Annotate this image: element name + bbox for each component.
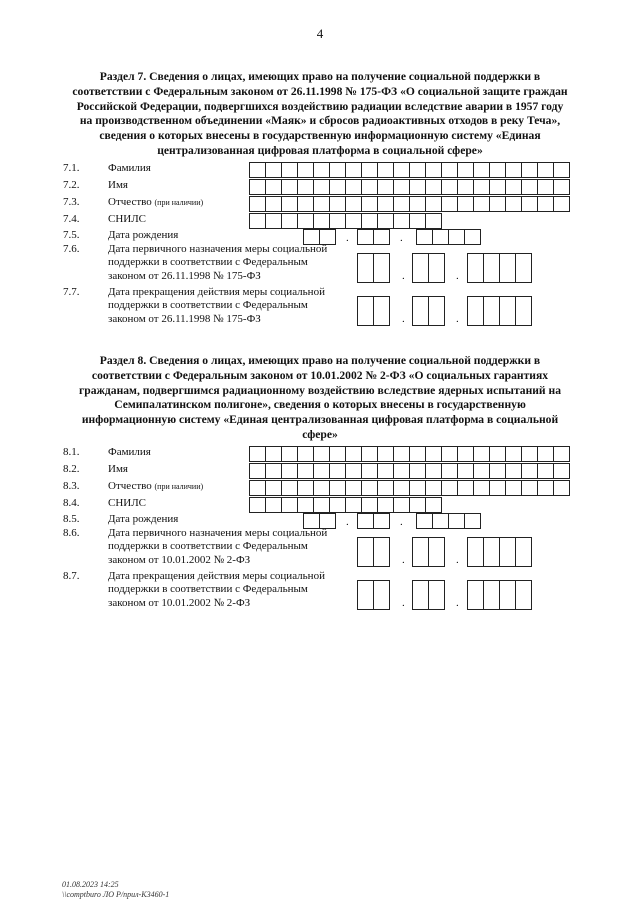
char-box[interactable] (373, 537, 390, 567)
char-box[interactable] (489, 196, 506, 212)
char-box[interactable] (428, 537, 445, 567)
char-box[interactable] (515, 580, 532, 610)
char-box[interactable] (457, 179, 474, 195)
char-box[interactable] (499, 580, 516, 610)
char-box[interactable] (373, 253, 390, 283)
char-box[interactable] (393, 213, 410, 229)
field-label: Фамилия (108, 446, 151, 458)
field-label: Дата рождения (108, 229, 179, 241)
char-box[interactable] (515, 253, 532, 283)
char-box[interactable] (425, 196, 442, 212)
surname-boxes[interactable] (250, 446, 570, 462)
char-box[interactable] (357, 253, 374, 283)
assign-year-boxes[interactable] (468, 253, 532, 283)
char-box[interactable] (377, 213, 394, 229)
char-box[interactable] (425, 463, 442, 479)
char-box[interactable] (329, 497, 346, 513)
char-box[interactable] (297, 497, 314, 513)
char-box[interactable] (473, 446, 490, 462)
assign-year-boxes[interactable] (468, 537, 532, 567)
char-box[interactable] (467, 296, 484, 326)
field-number: 8.5. (63, 513, 80, 525)
char-box[interactable] (345, 213, 362, 229)
char-box[interactable] (409, 162, 426, 178)
char-box[interactable] (329, 213, 346, 229)
field-number: 8.2. (63, 463, 80, 475)
char-box[interactable] (489, 162, 506, 178)
char-box[interactable] (412, 537, 429, 567)
char-box[interactable] (521, 179, 538, 195)
char-box[interactable] (515, 296, 532, 326)
date-separator: . (402, 554, 405, 566)
char-box[interactable] (409, 196, 426, 212)
char-box[interactable] (521, 480, 538, 496)
assign-day-boxes[interactable] (358, 253, 390, 283)
char-box[interactable] (377, 179, 394, 195)
char-box[interactable] (373, 513, 390, 529)
char-box[interactable] (329, 480, 346, 496)
char-box[interactable] (313, 162, 330, 178)
char-box[interactable] (489, 463, 506, 479)
char-box[interactable] (377, 446, 394, 462)
char-box[interactable] (473, 480, 490, 496)
char-box[interactable] (377, 162, 394, 178)
char-box[interactable] (297, 213, 314, 229)
patronymic-boxes[interactable] (250, 480, 570, 496)
char-box[interactable] (467, 253, 484, 283)
char-box[interactable] (361, 162, 378, 178)
char-box[interactable] (425, 480, 442, 496)
char-box[interactable] (377, 196, 394, 212)
char-box[interactable] (505, 179, 522, 195)
birth-month-boxes[interactable] (358, 513, 390, 529)
char-box[interactable] (521, 446, 538, 462)
field-label: СНИЛС (108, 213, 147, 225)
char-box[interactable] (473, 162, 490, 178)
field-label: Имя (108, 179, 128, 191)
char-box[interactable] (432, 229, 449, 245)
date-separator: . (346, 516, 349, 528)
char-box[interactable] (249, 497, 266, 513)
char-box[interactable] (457, 196, 474, 212)
char-box[interactable] (505, 463, 522, 479)
char-box[interactable] (281, 162, 298, 178)
field-label: Дата прекращения действия меры социальной поддержки в соответствии с Федеральным законом от 10.01.2002 № 2-ФЗ (108, 570, 325, 609)
char-box[interactable] (521, 162, 538, 178)
char-box[interactable] (409, 497, 426, 513)
char-box[interactable] (393, 196, 410, 212)
date-separator: . (400, 232, 403, 244)
field-number: 7.6. (63, 243, 80, 255)
char-box[interactable] (265, 213, 282, 229)
char-box[interactable] (537, 446, 554, 462)
char-box[interactable] (357, 296, 374, 326)
char-box[interactable] (553, 179, 570, 195)
char-box[interactable] (281, 463, 298, 479)
char-box[interactable] (521, 463, 538, 479)
char-box[interactable] (281, 179, 298, 195)
char-box[interactable] (265, 179, 282, 195)
assign-day-boxes[interactable] (358, 537, 390, 567)
char-box[interactable] (265, 497, 282, 513)
char-box[interactable] (441, 179, 458, 195)
char-box[interactable] (457, 463, 474, 479)
char-box[interactable] (457, 446, 474, 462)
char-box[interactable] (489, 446, 506, 462)
char-box[interactable] (425, 497, 442, 513)
char-box[interactable] (393, 446, 410, 462)
field-number: 8.1. (63, 446, 80, 458)
char-box[interactable] (249, 480, 266, 496)
char-box[interactable] (428, 296, 445, 326)
char-box[interactable] (361, 196, 378, 212)
assign-month-boxes[interactable] (413, 537, 445, 567)
footer-path: \\comptburo ЛО Р/прил-К3460-1 (62, 890, 170, 899)
char-box[interactable] (357, 513, 374, 529)
char-box[interactable] (345, 497, 362, 513)
char-box[interactable] (553, 463, 570, 479)
char-box[interactable] (373, 296, 390, 326)
field-number: 7.1. (63, 162, 80, 174)
char-box[interactable] (249, 179, 266, 195)
date-separator: . (456, 270, 459, 282)
char-box[interactable] (483, 537, 500, 567)
char-box[interactable] (357, 537, 374, 567)
char-box[interactable] (357, 580, 374, 610)
char-box[interactable] (473, 196, 490, 212)
char-box[interactable] (499, 253, 516, 283)
snils-boxes[interactable] (250, 213, 442, 229)
char-box[interactable] (412, 296, 429, 326)
char-box[interactable] (409, 463, 426, 479)
char-box[interactable] (313, 446, 330, 462)
page-number: 4 (316, 26, 324, 41)
field-number: 7.4. (63, 213, 80, 225)
char-box[interactable] (297, 162, 314, 178)
char-box[interactable] (265, 480, 282, 496)
char-box[interactable] (281, 196, 298, 212)
char-box[interactable] (489, 179, 506, 195)
char-box[interactable] (489, 480, 506, 496)
char-box[interactable] (409, 446, 426, 462)
char-box[interactable] (464, 513, 481, 529)
char-box[interactable] (505, 196, 522, 212)
field-number: 8.4. (63, 497, 80, 509)
char-box[interactable] (249, 162, 266, 178)
char-box[interactable] (464, 229, 481, 245)
char-box[interactable] (441, 196, 458, 212)
char-box[interactable] (393, 480, 410, 496)
char-box[interactable] (515, 537, 532, 567)
char-box[interactable] (373, 229, 390, 245)
date-separator: . (456, 597, 459, 609)
char-box[interactable] (361, 463, 378, 479)
char-box[interactable] (505, 480, 522, 496)
char-box[interactable] (441, 162, 458, 178)
char-box[interactable] (473, 463, 490, 479)
char-box[interactable] (297, 179, 314, 195)
char-box[interactable] (297, 446, 314, 462)
end-year-boxes[interactable] (468, 580, 532, 610)
char-box[interactable] (409, 179, 426, 195)
char-box[interactable] (345, 179, 362, 195)
footer (62, 880, 169, 900)
end-day-boxes[interactable] (358, 296, 390, 326)
char-box[interactable] (441, 463, 458, 479)
char-box[interactable] (537, 480, 554, 496)
char-box[interactable] (329, 463, 346, 479)
char-box[interactable] (553, 480, 570, 496)
field-label-text: Отчество (108, 480, 152, 492)
char-box[interactable] (537, 179, 554, 195)
char-box[interactable] (357, 229, 374, 245)
char-box[interactable] (412, 253, 429, 283)
field-label: Дата прекращения действия меры социальной поддержки в соответствии с Федеральным законом от 26.11.1998 № 175-ФЗ (108, 286, 325, 325)
char-box[interactable] (377, 497, 394, 513)
section-7-title: Раздел 7. Сведения о лицах, имеющих право на получение социальной поддержки в соответствии с Федеральным законом от 26.11.1998 № 175-ФЗ «О социальной защите граждан Российской Федерации, подвергшихся воздействию радиации вследствие аварии в 1957 году на производственном объединении «Маяк» и сбросов радиоактивных отходов в реку Теча», сведения о которых внесены в государственную информационную систему «Единая централизованная цифровая платформа в социальной сфере» (72, 70, 568, 157)
char-box[interactable] (448, 513, 465, 529)
char-box[interactable] (499, 296, 516, 326)
char-box[interactable] (329, 446, 346, 462)
field-label: Имя (108, 463, 128, 475)
field-number: 8.7. (63, 570, 80, 582)
birth-month-boxes[interactable] (358, 229, 390, 245)
char-box[interactable] (313, 497, 330, 513)
char-box[interactable] (505, 162, 522, 178)
char-box[interactable] (377, 480, 394, 496)
birth-year-boxes[interactable] (417, 229, 481, 245)
char-box[interactable] (361, 497, 378, 513)
footer-timestamp: 01.08.2023 14:25 (62, 880, 119, 889)
char-box[interactable] (505, 446, 522, 462)
char-box[interactable] (297, 463, 314, 479)
char-box[interactable] (457, 162, 474, 178)
char-box[interactable] (265, 463, 282, 479)
char-box[interactable] (281, 497, 298, 513)
char-box[interactable] (313, 463, 330, 479)
char-box[interactable] (329, 179, 346, 195)
date-separator: . (402, 597, 405, 609)
char-box[interactable] (448, 229, 465, 245)
char-box[interactable] (409, 480, 426, 496)
field-note: (при наличии) (154, 198, 204, 207)
char-box[interactable] (432, 513, 449, 529)
patronymic-boxes[interactable] (250, 196, 570, 212)
birth-year-boxes[interactable] (417, 513, 481, 529)
char-box[interactable] (393, 463, 410, 479)
char-box[interactable] (329, 196, 346, 212)
char-box[interactable] (393, 162, 410, 178)
char-box[interactable] (313, 213, 330, 229)
char-box[interactable] (553, 162, 570, 178)
char-box[interactable] (467, 537, 484, 567)
char-box[interactable] (281, 480, 298, 496)
char-box[interactable] (457, 480, 474, 496)
char-box[interactable] (297, 196, 314, 212)
char-box[interactable] (425, 213, 442, 229)
name-boxes[interactable] (250, 179, 570, 195)
char-box[interactable] (425, 162, 442, 178)
char-box[interactable] (249, 463, 266, 479)
field-number: 7.2. (63, 179, 80, 191)
char-box[interactable] (345, 162, 362, 178)
char-box[interactable] (265, 162, 282, 178)
char-box[interactable] (553, 446, 570, 462)
char-box[interactable] (281, 213, 298, 229)
char-box[interactable] (265, 196, 282, 212)
char-box[interactable] (416, 513, 433, 529)
end-year-boxes[interactable] (468, 296, 532, 326)
char-box[interactable] (441, 446, 458, 462)
assign-month-boxes[interactable] (413, 253, 445, 283)
char-box[interactable] (249, 213, 266, 229)
char-box[interactable] (361, 480, 378, 496)
field-number: 8.3. (63, 480, 80, 492)
char-box[interactable] (425, 179, 442, 195)
char-box[interactable] (537, 196, 554, 212)
field-label: Дата рождения (108, 513, 179, 525)
field-note: (при наличии) (154, 482, 204, 491)
char-box[interactable] (499, 537, 516, 567)
end-month-boxes[interactable] (413, 296, 445, 326)
char-box[interactable] (345, 196, 362, 212)
char-box[interactable] (483, 296, 500, 326)
char-box[interactable] (393, 179, 410, 195)
date-separator: . (346, 232, 349, 244)
char-box[interactable] (553, 196, 570, 212)
char-box[interactable] (313, 179, 330, 195)
field-label: Дата первичного назначения меры социальной поддержки в соответствии с Федеральным законом от 26.11.1998 № 175-ФЗ (108, 243, 328, 282)
char-box[interactable] (467, 580, 484, 610)
char-box[interactable] (249, 446, 266, 462)
char-box[interactable] (412, 580, 429, 610)
char-box[interactable] (313, 480, 330, 496)
char-box[interactable] (483, 580, 500, 610)
field-number: 7.5. (63, 229, 80, 241)
char-box[interactable] (428, 580, 445, 610)
field-label-text: Отчество (108, 196, 152, 208)
field-label: Дата первичного назначения меры социальной поддержки в соответствии с Федеральным законом от 10.01.2002 № 2-ФЗ (108, 527, 328, 566)
field-number: 7.7. (63, 286, 80, 298)
char-box[interactable] (441, 480, 458, 496)
char-box[interactable] (361, 213, 378, 229)
field-number: 8.6. (63, 527, 80, 539)
char-box[interactable] (313, 196, 330, 212)
field-label: Фамилия (108, 162, 151, 174)
char-box[interactable] (377, 463, 394, 479)
char-box[interactable] (409, 213, 426, 229)
char-box[interactable] (361, 179, 378, 195)
field-label: СНИЛС (108, 497, 147, 509)
char-box[interactable] (281, 446, 298, 462)
name-boxes[interactable] (250, 463, 570, 479)
char-box[interactable] (345, 480, 362, 496)
end-month-boxes[interactable] (413, 580, 445, 610)
char-box[interactable] (521, 196, 538, 212)
char-box[interactable] (393, 497, 410, 513)
char-box[interactable] (425, 446, 442, 462)
date-separator: . (456, 554, 459, 566)
char-box[interactable] (297, 480, 314, 496)
surname-boxes[interactable] (250, 162, 570, 178)
char-box[interactable] (265, 446, 282, 462)
char-box[interactable] (537, 463, 554, 479)
date-separator: . (402, 313, 405, 325)
date-separator: . (402, 270, 405, 282)
char-box[interactable] (329, 162, 346, 178)
snils-boxes[interactable] (250, 497, 442, 513)
char-box[interactable] (483, 253, 500, 283)
date-separator: . (456, 313, 459, 325)
char-box[interactable] (537, 162, 554, 178)
char-box[interactable] (428, 253, 445, 283)
char-box[interactable] (249, 196, 266, 212)
char-box[interactable] (416, 229, 433, 245)
field-number: 7.3. (63, 196, 80, 208)
char-box[interactable] (373, 580, 390, 610)
date-separator: . (400, 516, 403, 528)
char-box[interactable] (345, 463, 362, 479)
end-day-boxes[interactable] (358, 580, 390, 610)
section-8-title: Раздел 8. Сведения о лицах, имеющих право на получение социальной поддержки в соответствии с Федеральным законом от 10.01.2002 № 2-ФЗ «О социальных гарантиях гражданам, подвергшимся радиационному воздействию вследствие ядерных испытаний на Семипалатинском полигоне», сведения о которых внесены в государственную информационную систему «Единая централизованная цифровая платформа в социальной сфере» (79, 354, 561, 441)
char-box[interactable] (473, 179, 490, 195)
char-box[interactable] (361, 446, 378, 462)
char-box[interactable] (345, 446, 362, 462)
